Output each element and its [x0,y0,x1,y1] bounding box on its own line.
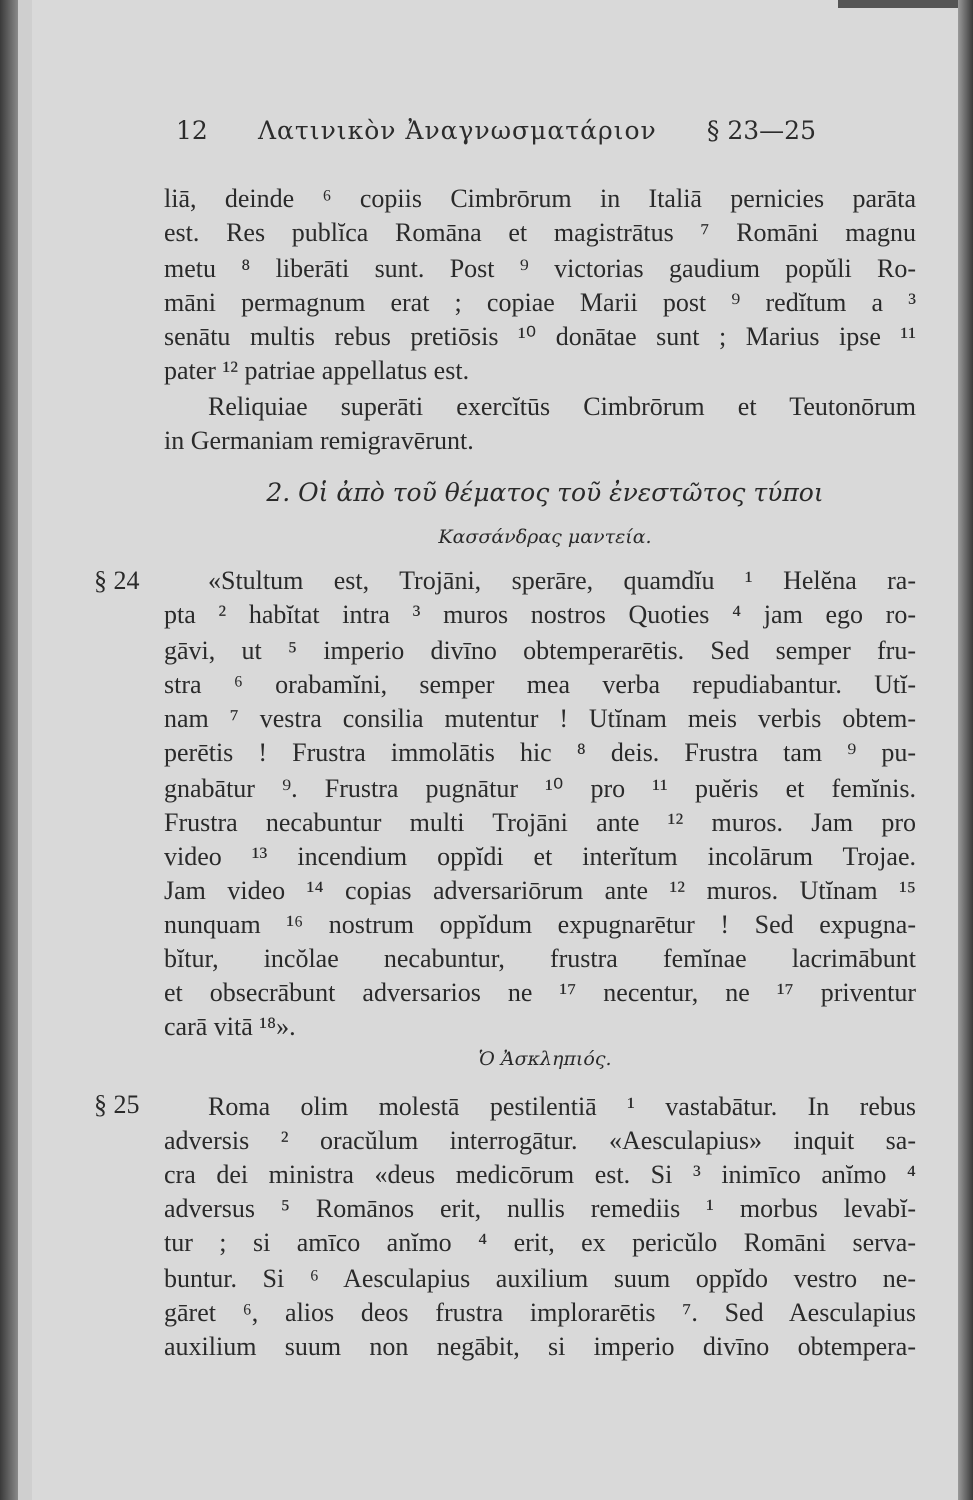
text-line: adversus ⁵ Romānos erit, nullis remediis ¹ morbus levabĭ- [164,1194,916,1223]
text-line: pta ² habĭtat intra ³ muros nostros Quoties ⁴ jam ego ro- [164,600,916,629]
text-line: video ¹³ incendium oppĭdi et interĭtum incolārum Trojae. [164,842,916,871]
section-subheading: Κασσάνδρας μαντεία. [438,526,652,548]
section-range: § 23—25 [706,116,816,145]
paragraph-mark: § 25 [94,1090,140,1119]
text-line: māni permagnum erat ; copiae Marii post ⁹ redĭtum a ³ [164,288,916,317]
text-line: bĭtur, incŏlae necabuntur, frustra femĭnae lacrimābunt [164,944,916,973]
text-line: senātu multis rebus pretiōsis ¹⁰ donātae sunt ; Marius ipse ¹¹ [164,322,916,351]
text-line: gnabātur ⁹. Frustra pugnātur ¹⁰ pro ¹¹ puĕris et femĭnis. [164,774,916,803]
page-number: 12 [176,116,208,145]
text-line: nam ⁷ vestra consilia mutentur ! Utĭnam meis verbis obtem- [164,704,916,733]
page-corner-shadow [838,0,958,8]
text-line: carā vitā ¹⁸». [164,1012,296,1041]
text-line: gāret ⁶, alios deos frustra implorarētis ⁷. Sed Aesculapius [164,1298,916,1327]
page-edge [958,0,973,1500]
text-line: stra ⁶ orabamĭni, semper mea verba repudiabantur. Utĭ- [164,670,916,699]
text-line: adversis ² oracŭlum interrogātur. «Aesculapius» inquit sa- [164,1126,916,1155]
text-line: gāvi, ut ⁵ imperio divīno obtemperarētis. Sed semper fru- [164,636,916,665]
book-title: Λατινικὸν Ἀναγνωσματάριον [258,116,657,145]
text-line: auxilium suum non negābit, si imperio divīno obtempera- [164,1332,916,1361]
text-line: Reliquiae superāti exercĭtūs Cimbrōrum et Teutonōrum [208,392,916,421]
text-line: cra dei ministra «deus medicōrum est. Si ³ inimīco anĭmo ⁴ [164,1160,916,1189]
text-line: est. Res publĭca Romāna et magistrātus ⁷ Romāni magnu [164,218,916,247]
running-header [176,116,816,145]
paragraph-mark: § 24 [94,566,140,595]
text-line: pater ¹² patriae appellatus est. [164,356,470,385]
book-gutter [0,0,18,1500]
text-line: Frustra necabuntur multi Trojāni ante ¹² muros. Jam pro [164,808,916,837]
text-line: perētis ! Frustra immolātis hic ⁸ deis. Frustra tam ⁹ pu- [164,738,916,767]
text-line: Jam video ¹⁴ copias adversariōrum ante ¹² muros. Utĭnam ¹⁵ [164,876,916,905]
chapter-heading: 2. Οἱ ἀπὸ τοῦ θέματος τοῦ ἐνεστῶτος τύποι [266,478,824,507]
text-line: nunquam ¹⁶ nostrum oppĭdum expugnarētur ! Sed expugna- [164,910,916,939]
section-subheading: Ὁ Ἀσκληπιός. [478,1048,612,1070]
text-line: «Stultum est, Trojāni, sperāre, quamdĭu ¹ Helĕna ra- [208,566,916,595]
text-line: Roma olim molestā pestilentiā ¹ vastabātur. In rebus [208,1092,916,1121]
text-line: et obsecrābunt adversarios ne ¹⁷ necentur, ne ¹⁷ priventur [164,978,916,1007]
text-line: in Germaniam remigravērunt. [164,426,474,455]
text-line: tur ; si amīco anĭmo ⁴ erit, ex pericŭlo Romāni serva- [164,1228,916,1257]
text-line: liā, deinde ⁶ copiis Cimbrōrum in Italiā pernicies parāta [164,184,916,213]
text-line: buntur. Si ⁶ Aesculapius auxilium suum oppĭdo vestro ne- [164,1264,916,1293]
text-line: metu ⁸ liberāti sunt. Post ⁹ victorias gaudium popŭli Ro- [164,254,916,283]
